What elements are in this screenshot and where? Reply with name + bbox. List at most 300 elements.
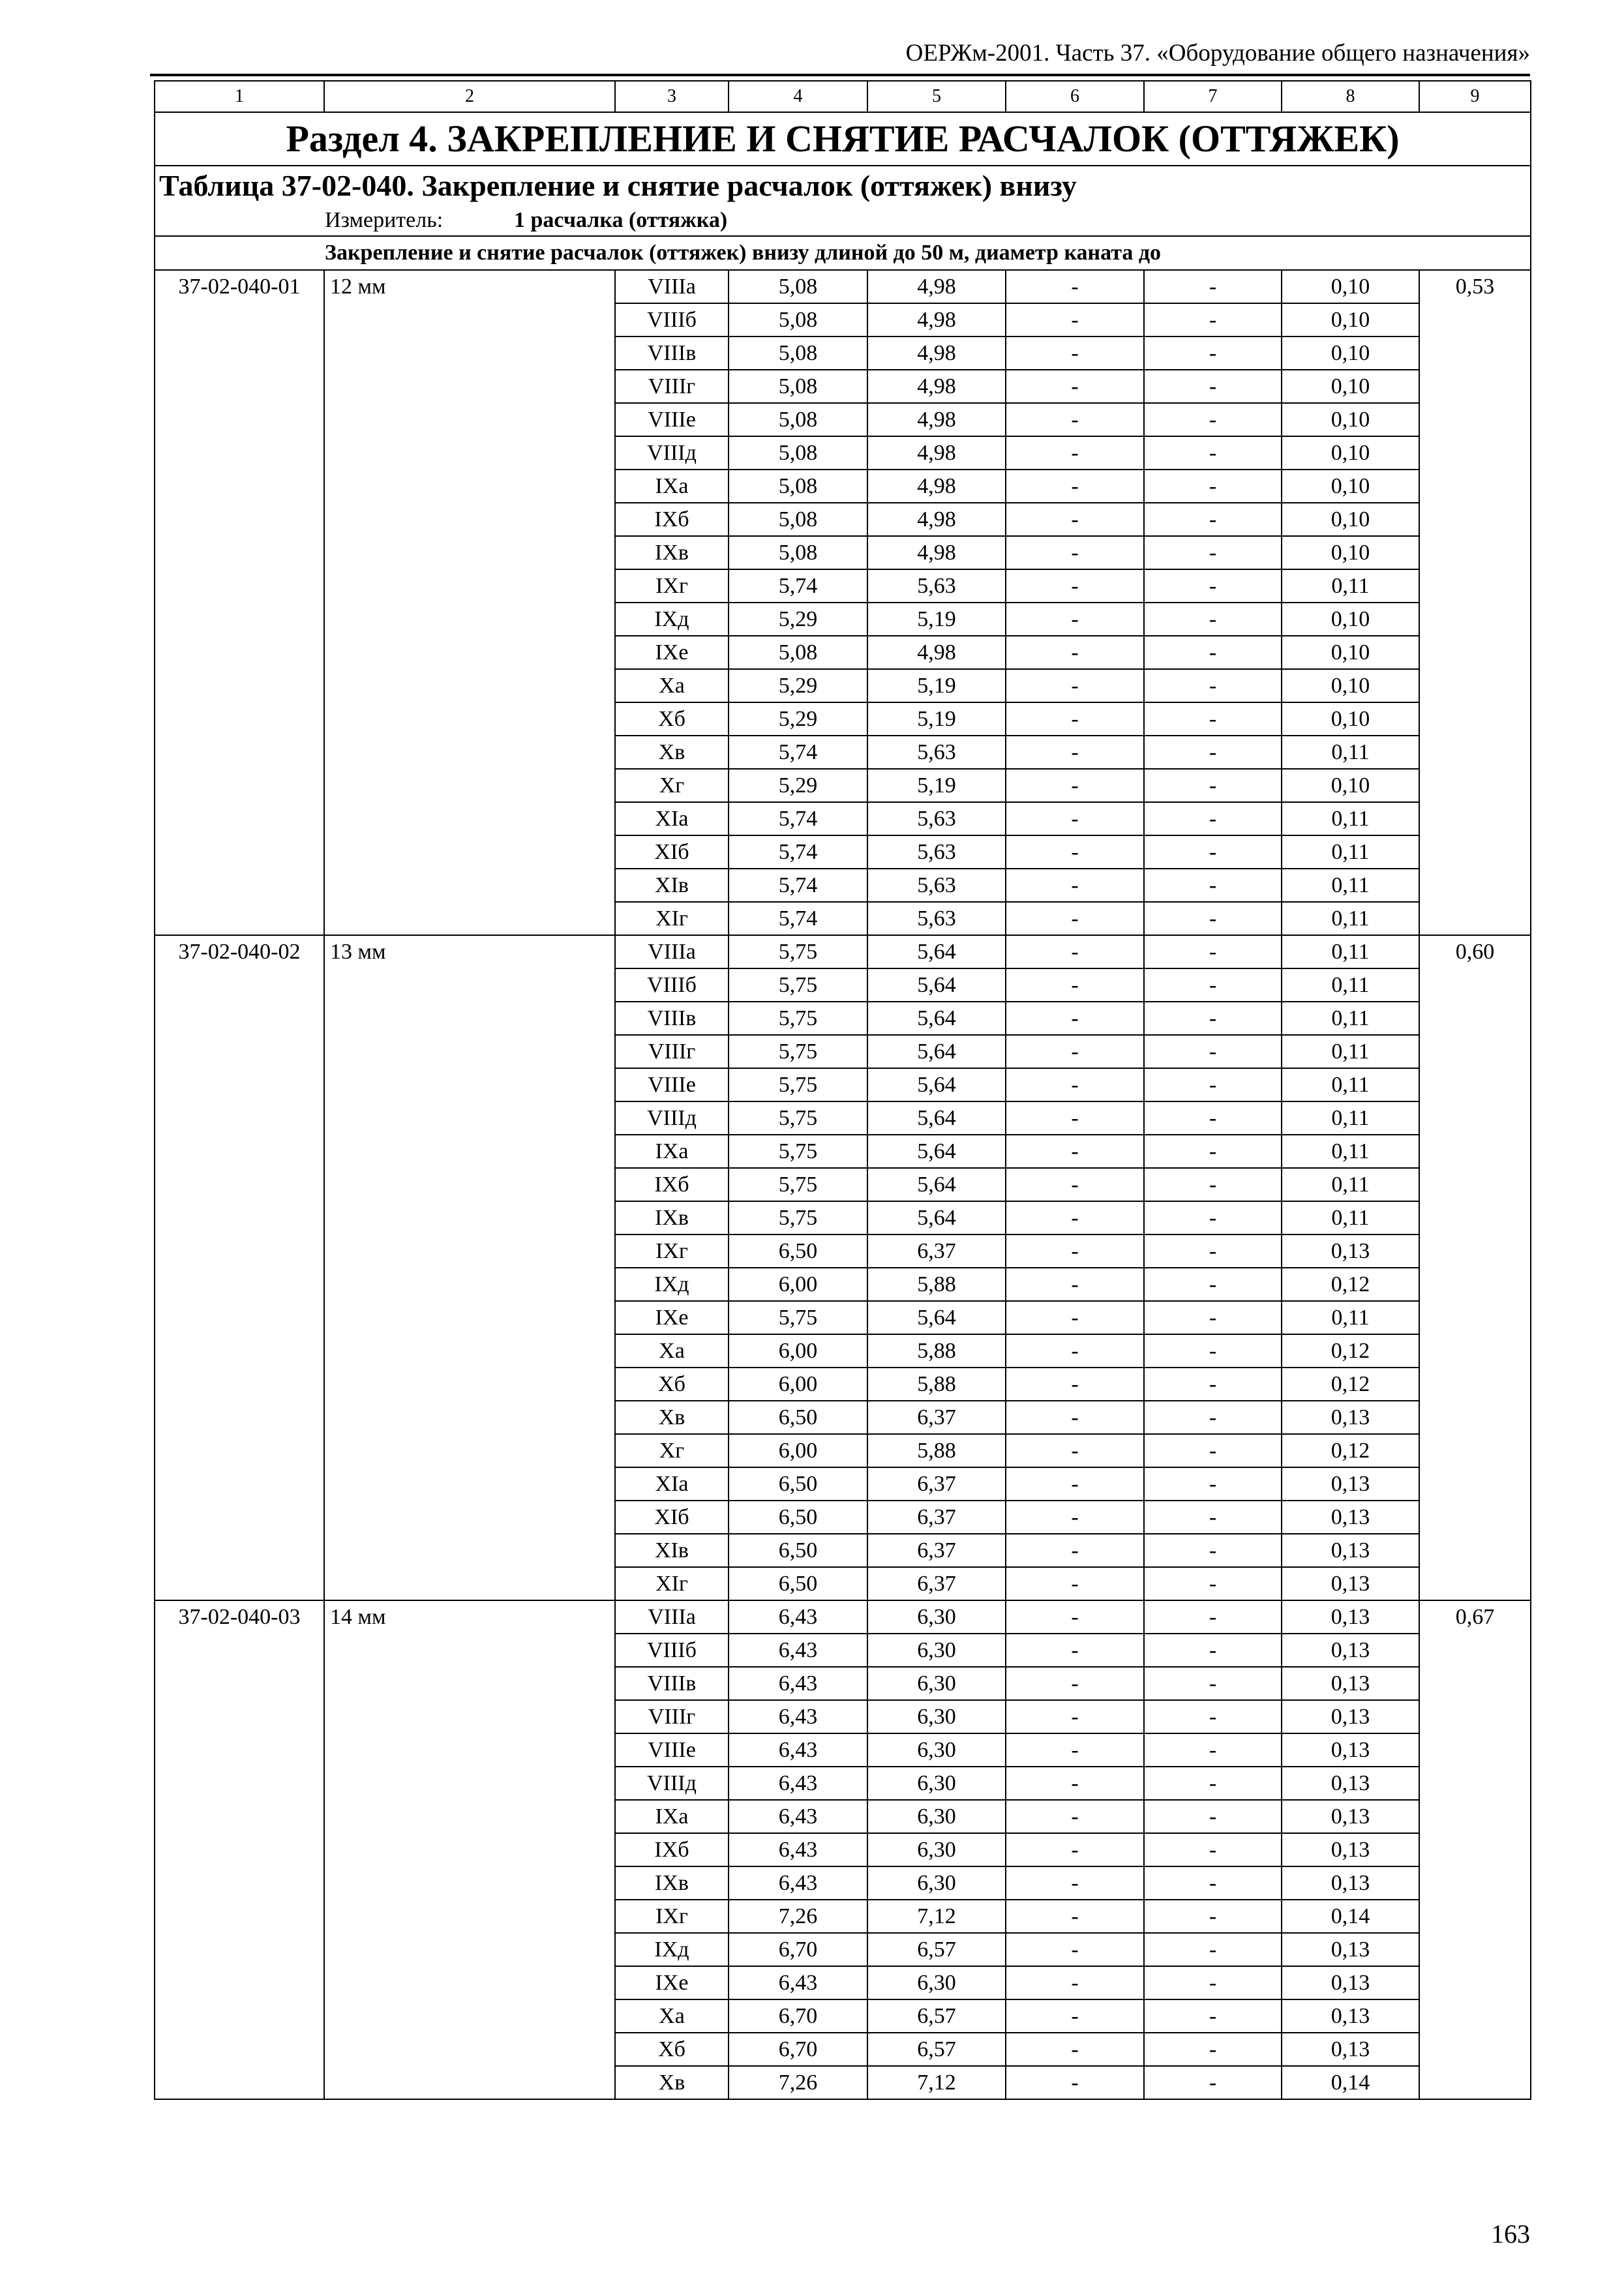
value-col7: - [1144,436,1282,470]
value-col8: 0,13 [1282,1467,1419,1501]
value-col8: 0,10 [1282,403,1419,436]
meter-value: 1 расчалка (оттяжка) [514,208,728,232]
value-col7: - [1144,1168,1282,1201]
value-col5: 4,98 [867,636,1006,669]
value-col4: 6,50 [729,1467,867,1501]
value-col8: 0,11 [1282,968,1419,1002]
value-col4: 5,08 [729,436,867,470]
value-col8: 0,12 [1282,1434,1419,1467]
value-col7: - [1144,802,1282,835]
value-col5: 5,88 [867,1334,1006,1368]
value-col7: - [1144,569,1282,603]
value-col8: 0,13 [1282,1634,1419,1667]
value-col7: - [1144,1434,1282,1467]
value-col8: 0,11 [1282,869,1419,902]
value-col4: 5,08 [729,536,867,569]
value-col6: - [1006,1101,1144,1135]
value-col5: 4,98 [867,470,1006,503]
zone-cell: Xг [615,1434,729,1467]
value-col8: 0,11 [1282,1035,1419,1068]
zone-cell: Xа [615,669,729,702]
zone-cell: VIIIе [615,1068,729,1101]
value-col8: 0,11 [1282,1068,1419,1101]
value-col6: - [1006,736,1144,769]
value-col5: 5,63 [867,802,1006,835]
value-col7: - [1144,1201,1282,1234]
value-col4: 5,75 [729,935,867,968]
value-col7: - [1144,736,1282,769]
value-col8: 0,10 [1282,270,1419,303]
rate-code: 37-02-040-01 [155,270,324,935]
value-col4: 5,75 [729,1002,867,1035]
value-col6: - [1006,1135,1144,1168]
value-col4: 6,43 [729,1800,867,1833]
value-col6: - [1006,1600,1144,1634]
value-col8: 0,10 [1282,303,1419,337]
value-col7: - [1144,470,1282,503]
value-col6: - [1006,1301,1144,1334]
value-col5: 6,30 [867,1733,1006,1767]
value-col6: - [1006,1900,1144,1933]
value-col8: 0,11 [1282,902,1419,935]
value-col6: - [1006,802,1144,835]
value-col7: - [1144,835,1282,869]
value-col8: 0,11 [1282,1301,1419,1334]
value-col4: 6,00 [729,1334,867,1368]
value-col6: - [1006,968,1144,1002]
zone-cell: VIIIг [615,370,729,403]
column-number: 4 [729,81,867,112]
value-col5: 6,30 [867,1667,1006,1700]
value-col8: 0,13 [1282,1667,1419,1700]
value-col8: 0,13 [1282,1833,1419,1866]
value-col8: 0,10 [1282,470,1419,503]
rope-diameter: 14 мм [324,1600,615,2099]
value-col7: - [1144,1467,1282,1501]
value-col5: 6,30 [867,1866,1006,1900]
value-col6: - [1006,1368,1144,1401]
value-col6: - [1006,1501,1144,1534]
subheading: Закрепление и снятие расчалок (оттяжек) внизу длиной до 50 м, диаметр каната до [155,236,1531,270]
value-col8: 0,13 [1282,1999,1419,2033]
zone-cell: IXв [615,536,729,569]
value-col5: 5,64 [867,1168,1006,1201]
zone-cell: IXд [615,603,729,636]
value-col8: 0,11 [1282,1101,1419,1135]
value-col6: - [1006,1999,1144,2033]
value-col7: - [1144,1368,1282,1401]
value-col7: - [1144,2033,1282,2066]
value-col8: 0,11 [1282,935,1419,968]
value-col5: 5,63 [867,569,1006,603]
value-col6: - [1006,536,1144,569]
value-col6: - [1006,1866,1144,1900]
value-col8: 0,13 [1282,1401,1419,1434]
value-col9: 0,53 [1419,270,1531,935]
zone-cell: IXв [615,1201,729,1234]
value-col6: - [1006,1401,1144,1434]
value-col8: 0,12 [1282,1368,1419,1401]
value-col5: 6,30 [867,1600,1006,1634]
zone-cell: IXд [615,1268,729,1301]
value-col6: - [1006,2066,1144,2099]
value-col6: - [1006,869,1144,902]
value-col7: - [1144,968,1282,1002]
zone-cell: IXб [615,503,729,536]
section-title: Раздел 4. ЗАКРЕПЛЕНИЕ И СНЯТИЕ РАСЧАЛОК (ОТТЯЖЕК) [155,112,1531,166]
value-col8: 0,14 [1282,2066,1419,2099]
zone-cell: Xб [615,1368,729,1401]
value-col6: - [1006,1966,1144,1999]
page-number: 163 [1491,2219,1530,2249]
value-col6: - [1006,270,1144,303]
value-col5: 4,98 [867,503,1006,536]
value-col7: - [1144,270,1282,303]
zone-cell: VIIIд [615,1101,729,1135]
value-col8: 0,12 [1282,1268,1419,1301]
value-col4: 6,50 [729,1534,867,1567]
value-col4: 6,70 [729,2033,867,2066]
value-col6: - [1006,1467,1144,1501]
rate-code: 37-02-040-03 [155,1600,324,2099]
value-col6: - [1006,436,1144,470]
value-col8: 0,10 [1282,503,1419,536]
zone-cell: Xа [615,1999,729,2033]
value-col4: 6,00 [729,1434,867,1467]
value-col5: 6,37 [867,1567,1006,1600]
value-col8: 0,10 [1282,603,1419,636]
value-col8: 0,11 [1282,1135,1419,1168]
value-col5: 6,37 [867,1401,1006,1434]
zone-cell: VIIIг [615,1035,729,1068]
value-col7: - [1144,1301,1282,1334]
value-col8: 0,13 [1282,1866,1419,1900]
value-col8: 0,10 [1282,702,1419,736]
value-col7: - [1144,1268,1282,1301]
value-col4: 6,70 [729,1999,867,2033]
value-col8: 0,14 [1282,1900,1419,1933]
rate-code: 37-02-040-02 [155,935,324,1600]
value-col6: - [1006,1201,1144,1234]
value-col6: - [1006,1434,1144,1467]
value-col7: - [1144,1035,1282,1068]
value-col7: - [1144,1767,1282,1800]
column-number: 3 [615,81,729,112]
zone-cell: XIв [615,869,729,902]
value-col5: 7,12 [867,2066,1006,2099]
value-col5: 5,64 [867,1101,1006,1135]
zone-cell: VIIIе [615,403,729,436]
value-col8: 0,13 [1282,2033,1419,2066]
zone-cell: XIа [615,1467,729,1501]
value-col5: 6,30 [867,1833,1006,1866]
zone-cell: IXд [615,1933,729,1966]
value-col6: - [1006,669,1144,702]
value-col7: - [1144,702,1282,736]
value-col7: - [1144,1534,1282,1567]
value-col7: - [1144,370,1282,403]
value-col6: - [1006,935,1144,968]
value-col4: 5,74 [729,835,867,869]
value-col7: - [1144,636,1282,669]
value-col8: 0,11 [1282,736,1419,769]
rope-diameter: 13 мм [324,935,615,1600]
value-col4: 7,26 [729,2066,867,2099]
value-col4: 5,08 [729,470,867,503]
value-col5: 4,98 [867,270,1006,303]
value-col4: 6,50 [729,1567,867,1600]
zone-cell: IXа [615,1135,729,1168]
zone-cell: Xб [615,702,729,736]
value-col7: - [1144,1900,1282,1933]
value-col6: - [1006,403,1144,436]
value-col9: 0,67 [1419,1600,1531,2099]
value-col4: 5,08 [729,303,867,337]
value-col5: 5,64 [867,1301,1006,1334]
value-col5: 6,30 [867,1634,1006,1667]
value-col8: 0,13 [1282,1234,1419,1268]
zone-cell: VIIIд [615,1767,729,1800]
column-number: 8 [1282,81,1419,112]
section-title-row [155,112,1531,166]
zone-cell: IXа [615,1800,729,1833]
value-col7: - [1144,536,1282,569]
value-col8: 0,10 [1282,536,1419,569]
value-col4: 5,75 [729,1101,867,1135]
value-col7: - [1144,1999,1282,2033]
value-col6: - [1006,303,1144,337]
value-col8: 0,13 [1282,1733,1419,1767]
value-col4: 6,43 [729,1966,867,1999]
zone-cell: VIIIа [615,935,729,968]
value-col7: - [1144,669,1282,702]
value-col5: 6,37 [867,1501,1006,1534]
value-col7: - [1144,1600,1282,1634]
value-col4: 5,08 [729,403,867,436]
value-col7: - [1144,769,1282,802]
norms-table [154,80,1531,2100]
value-col6: - [1006,337,1144,370]
value-col5: 6,30 [867,1800,1006,1833]
value-col5: 5,19 [867,702,1006,736]
value-col7: - [1144,603,1282,636]
zone-cell: XIг [615,902,729,935]
column-number: 7 [1144,81,1282,112]
value-col4: 6,50 [729,1501,867,1534]
value-col5: 6,57 [867,1999,1006,2033]
zone-cell: XIа [615,802,729,835]
value-col4: 6,43 [729,1866,867,1900]
value-col8: 0,13 [1282,1933,1419,1966]
value-col7: - [1144,1933,1282,1966]
value-col6: - [1006,2033,1144,2066]
value-col4: 6,00 [729,1368,867,1401]
value-col4: 5,29 [729,702,867,736]
value-col6: - [1006,503,1144,536]
value-col4: 5,74 [729,869,867,902]
value-col6: - [1006,769,1144,802]
value-col6: - [1006,1800,1144,1833]
value-col5: 6,37 [867,1534,1006,1567]
value-col7: - [1144,1334,1282,1368]
value-col6: - [1006,1733,1144,1767]
header-rule [150,74,1530,76]
value-col6: - [1006,470,1144,503]
value-col4: 5,75 [729,1201,867,1234]
column-number: 1 [155,81,324,112]
value-col4: 6,43 [729,1767,867,1800]
zone-cell: IXе [615,1966,729,1999]
value-col4: 5,75 [729,1135,867,1168]
value-col8: 0,10 [1282,370,1419,403]
value-col7: - [1144,902,1282,935]
zone-cell: Xа [615,1334,729,1368]
table-row [155,270,1531,303]
value-col4: 6,43 [729,1600,867,1634]
value-col6: - [1006,1334,1144,1368]
value-col6: - [1006,835,1144,869]
value-col7: - [1144,403,1282,436]
value-col8: 0,11 [1282,835,1419,869]
value-col8: 0,11 [1282,1168,1419,1201]
value-col4: 6,43 [729,1634,867,1667]
value-col6: - [1006,569,1144,603]
value-col8: 0,10 [1282,636,1419,669]
value-col8: 0,12 [1282,1334,1419,1368]
zone-cell: VIIIв [615,1002,729,1035]
table-row [155,935,1531,968]
value-col7: - [1144,1501,1282,1534]
column-number: 9 [1419,81,1531,112]
value-col5: 5,19 [867,669,1006,702]
value-col5: 5,64 [867,935,1006,968]
value-col6: - [1006,603,1144,636]
value-col6: - [1006,1634,1144,1667]
column-number: 5 [867,81,1006,112]
value-col7: - [1144,1068,1282,1101]
norms-table-container [154,80,1530,2100]
value-col8: 0,11 [1282,802,1419,835]
value-col6: - [1006,1234,1144,1268]
value-col7: - [1144,1700,1282,1733]
table-row [155,1600,1531,1634]
value-col4: 5,75 [729,1035,867,1068]
value-col8: 0,13 [1282,1501,1419,1534]
value-col7: - [1144,1800,1282,1833]
value-col5: 5,19 [867,769,1006,802]
meter-cell [155,205,1531,236]
value-col5: 5,88 [867,1368,1006,1401]
value-col8: 0,13 [1282,1966,1419,1999]
zone-cell: VIIIб [615,1634,729,1667]
value-col4: 5,75 [729,968,867,1002]
value-col6: - [1006,636,1144,669]
zone-cell: VIIIв [615,337,729,370]
value-col8: 0,10 [1282,337,1419,370]
value-col8: 0,13 [1282,1700,1419,1733]
zone-cell: VIIIа [615,1600,729,1634]
zone-cell: IXб [615,1833,729,1866]
zone-cell: Xв [615,1401,729,1434]
value-col4: 5,74 [729,569,867,603]
value-col6: - [1006,1767,1144,1800]
value-col4: 5,29 [729,603,867,636]
value-col4: 6,43 [729,1667,867,1700]
value-col4: 6,43 [729,1733,867,1767]
table-title-row [155,166,1531,205]
column-number: 6 [1006,81,1144,112]
zone-cell: VIIIб [615,968,729,1002]
value-col7: - [1144,503,1282,536]
value-col5: 4,98 [867,403,1006,436]
value-col5: 6,57 [867,2033,1006,2066]
value-col7: - [1144,935,1282,968]
value-col6: - [1006,1534,1144,1567]
value-col4: 5,75 [729,1068,867,1101]
document-header: ОЕРЖм-2001. Часть 37. «Оборудование общего назначения» [905,40,1530,67]
value-col6: - [1006,1068,1144,1101]
value-col5: 7,12 [867,1900,1006,1933]
value-col9: 0,60 [1419,935,1531,1600]
value-col7: - [1144,1733,1282,1767]
value-col4: 5,08 [729,636,867,669]
value-col7: - [1144,1966,1282,1999]
zone-cell: VIIIе [615,1733,729,1767]
meter-row [155,205,1531,236]
zone-cell: XIб [615,1501,729,1534]
value-col5: 4,98 [867,536,1006,569]
value-col8: 0,13 [1282,1534,1419,1567]
value-col4: 5,74 [729,802,867,835]
value-col7: - [1144,1002,1282,1035]
value-col5: 5,63 [867,736,1006,769]
zone-cell: IXа [615,470,729,503]
zone-cell: Xб [615,2033,729,2066]
value-col4: 5,29 [729,669,867,702]
value-col8: 0,11 [1282,1201,1419,1234]
zone-cell: Xв [615,736,729,769]
value-col4: 5,29 [729,769,867,802]
value-col7: - [1144,1101,1282,1135]
zone-cell: IXб [615,1168,729,1201]
value-col6: - [1006,1933,1144,1966]
value-col4: 6,43 [729,1700,867,1733]
value-col7: - [1144,869,1282,902]
value-col4: 6,50 [729,1234,867,1268]
column-number: 2 [324,81,615,112]
value-col7: - [1144,1866,1282,1900]
value-col7: - [1144,1401,1282,1434]
value-col5: 5,64 [867,968,1006,1002]
zone-cell: VIIIб [615,303,729,337]
value-col4: 5,75 [729,1301,867,1334]
zone-cell: Xв [615,2066,729,2099]
value-col6: - [1006,902,1144,935]
value-col7: - [1144,1634,1282,1667]
value-col7: - [1144,1567,1282,1600]
value-col4: 6,00 [729,1268,867,1301]
value-col7: - [1144,303,1282,337]
zone-cell: XIб [615,835,729,869]
zone-cell: IXе [615,636,729,669]
value-col5: 5,19 [867,603,1006,636]
table-title: Таблица 37-02-040. Закрепление и снятие расчалок (оттяжек) внизу [155,166,1531,205]
zone-cell: VIIIд [615,436,729,470]
value-col8: 0,11 [1282,569,1419,603]
value-col8: 0,13 [1282,1767,1419,1800]
value-col4: 5,08 [729,337,867,370]
value-col4: 5,74 [729,902,867,935]
